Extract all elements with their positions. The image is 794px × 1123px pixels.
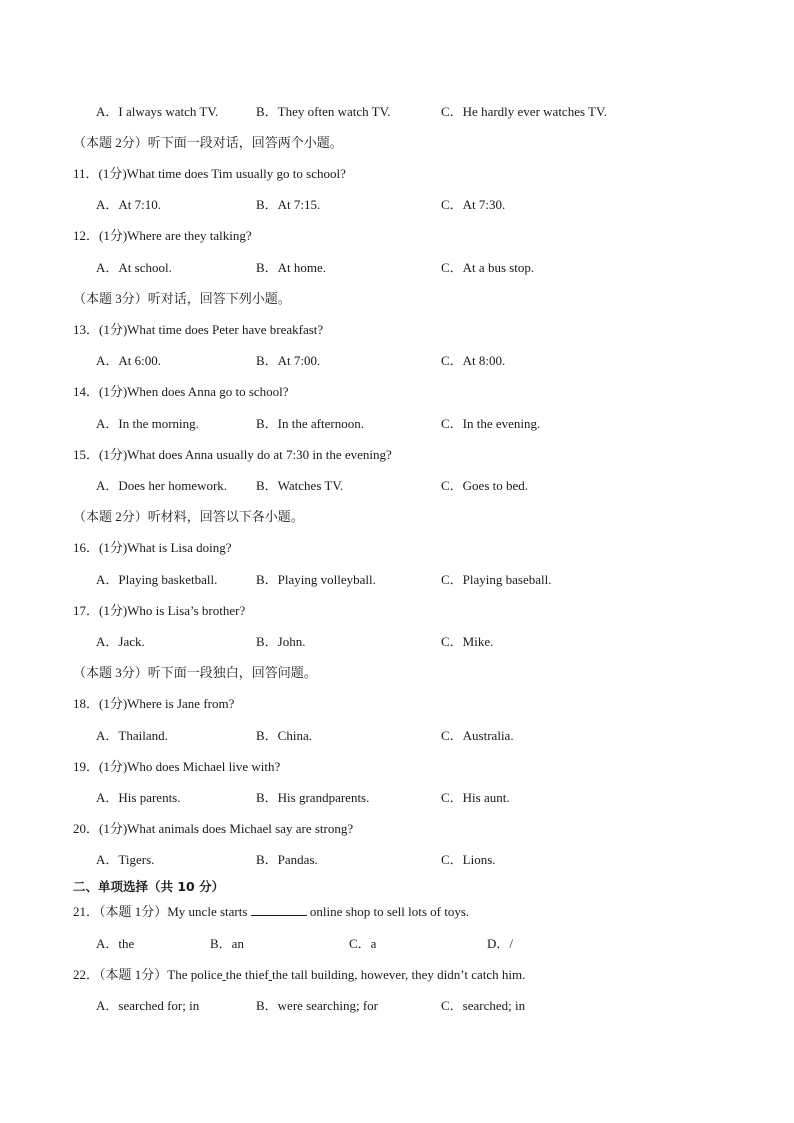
q22-option-b: B．were searching; for bbox=[256, 998, 379, 1013]
q21-option-c: C．a bbox=[349, 936, 377, 951]
q21-stem-start: 21．（本题 1分）My uncle starts bbox=[73, 904, 248, 919]
q16-option-c: C．Playing baseball. bbox=[441, 572, 552, 587]
q22-stem-part-3: the tall building, however, they didn’t catch him. bbox=[271, 967, 526, 982]
part-2-heading: 二、单项选择（共 10 分） bbox=[73, 879, 225, 894]
question-13: 13．(1分)What time does Peter have breakfast? bbox=[73, 322, 324, 337]
q14-option-a: A．In the morning. bbox=[96, 416, 199, 431]
q21-option-a: A．the bbox=[96, 936, 135, 951]
q19-option-c: C．His aunt. bbox=[441, 790, 510, 805]
q21-option-d: D．/ bbox=[487, 936, 514, 951]
q18-option-c: C．Australia. bbox=[441, 728, 514, 743]
question-20: 20．(1分)What animals does Michael say are strong? bbox=[73, 821, 354, 836]
q16-option-b: B．Playing volleyball. bbox=[256, 572, 376, 587]
q11-option-c: C．At 7:30. bbox=[441, 197, 506, 212]
question-22 bbox=[73, 967, 525, 983]
q21-stem-end: online shop to sell lots of toys. bbox=[309, 904, 470, 919]
q10-option-b: B．They often watch TV. bbox=[256, 104, 391, 119]
q17-option-b: B．John. bbox=[256, 634, 306, 649]
question-17: 17．(1分)Who is Lisa’s brother? bbox=[73, 603, 246, 618]
q20-option-b: B．Pandas. bbox=[256, 852, 318, 867]
q12-option-b: B．At home. bbox=[256, 260, 327, 275]
q17-option-a: A．Jack. bbox=[96, 634, 145, 649]
q15-option-c: C．Goes to bed. bbox=[441, 478, 529, 493]
q12-option-c: C．At a bus stop. bbox=[441, 260, 535, 275]
answer-blank bbox=[251, 904, 307, 916]
q18-option-a: A．Thailand. bbox=[96, 728, 168, 743]
q10-option-a: A．I always watch TV. bbox=[96, 104, 219, 119]
q16-option-a: A．Playing basketball. bbox=[96, 572, 218, 587]
question-11: 11．(1分)What time does Tim usually go to school? bbox=[73, 166, 346, 181]
q13-option-b: B．At 7:00. bbox=[256, 353, 321, 368]
question-16: 16．(1分)What is Lisa doing? bbox=[73, 540, 232, 555]
q22-option-a: A．searched for; in bbox=[96, 998, 200, 1013]
q15-option-b: B．Watches TV. bbox=[256, 478, 344, 493]
q15-option-a: A．Does her homework. bbox=[96, 478, 228, 493]
question-19: 19．(1分)Who does Michael live with? bbox=[73, 759, 281, 774]
section-instruction-3: （本题 2分）听材料，回答以下各小题。 bbox=[73, 509, 304, 524]
q10-option-c: C．He hardly ever watches TV. bbox=[441, 104, 607, 119]
q22-stem-part-1: 22．（本题 1分）The police bbox=[73, 967, 223, 982]
question-12: 12．(1分)Where are they talking? bbox=[73, 228, 252, 243]
question-18: 18．(1分)Where is Jane from? bbox=[73, 696, 235, 711]
section-instruction-1: （本题 2分）听下面一段对话，回答两个小题。 bbox=[73, 135, 343, 150]
q21-option-b: B．an bbox=[210, 936, 244, 951]
question-14: 14．(1分)When does Anna go to school? bbox=[73, 384, 289, 399]
q19-option-a: A．His parents. bbox=[96, 790, 181, 805]
question-15: 15．(1分)What does Anna usually do at 7:30 in the evening? bbox=[73, 447, 392, 462]
question-21 bbox=[73, 904, 469, 920]
q17-option-c: C．Mike. bbox=[441, 634, 494, 649]
section-instruction-4: （本题 3分）听下面一段独白，回答问题。 bbox=[73, 665, 317, 680]
q22-option-c: C．searched; in bbox=[441, 998, 526, 1013]
q11-option-b: B．At 7:15. bbox=[256, 197, 321, 212]
q14-option-c: C．In the evening. bbox=[441, 416, 541, 431]
q19-option-b: B．His grandparents. bbox=[256, 790, 370, 805]
q11-option-a: A．At 7:10. bbox=[96, 197, 162, 212]
q22-stem-part-2: the thief bbox=[225, 967, 269, 982]
q20-option-c: C．Lions. bbox=[441, 852, 496, 867]
q20-option-a: A．Tigers. bbox=[96, 852, 155, 867]
q13-option-a: A．At 6:00. bbox=[96, 353, 162, 368]
q13-option-c: C．At 8:00. bbox=[441, 353, 506, 368]
section-instruction-2: （本题 3分）听对话，回答下列小题。 bbox=[73, 291, 291, 306]
q18-option-b: B．China. bbox=[256, 728, 312, 743]
q14-option-b: B．In the afternoon. bbox=[256, 416, 364, 431]
q12-option-a: A．At school. bbox=[96, 260, 172, 275]
